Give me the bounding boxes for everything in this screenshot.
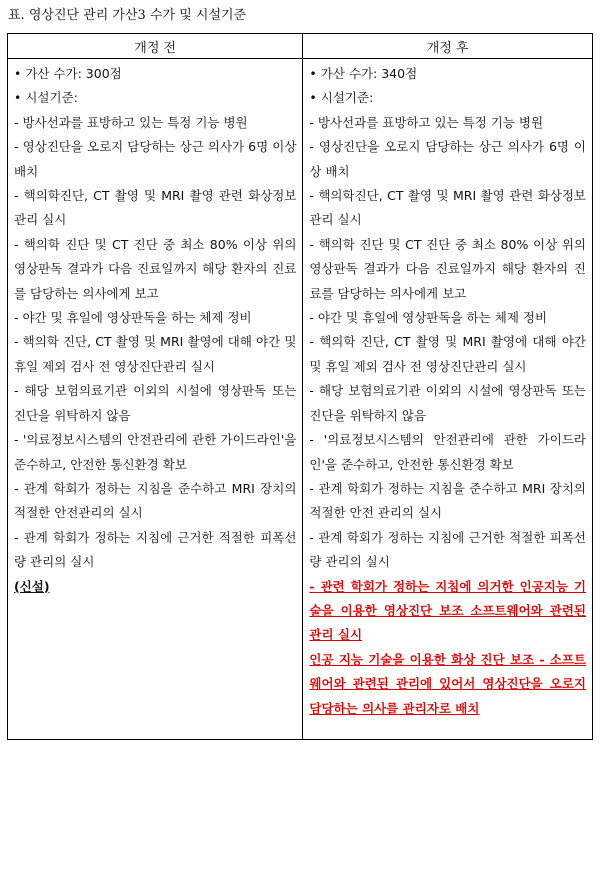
- after-new-item: - 관련 학회가 정하는 지침에 의거한 인공지능 기술을 이용한 영상진단 보조 소프트웨어와 관련된 관리 실시: [309, 578, 586, 643]
- before-item: - '의료정보시스템의 안전관리에 관한 가이드라인'을 준수하고, 안전한 통신환경 확보: [14, 432, 297, 472]
- table-body-row: [8, 59, 593, 740]
- after-item: - 핵의학 진단, CT 촬영 및 MRI 촬영에 대해 야간 및 휴일 제외 검사 전 영상진단관리 실시: [309, 334, 586, 374]
- after-item: - 영상진단을 오로지 담당하는 상근 의사가 6명 이상 배치: [309, 139, 586, 179]
- after-item: - '의료정보시스템의 안전관리에 관한 가이드라인'을 준수하고, 안전한 통신환경 확보: [309, 432, 586, 472]
- after-item: - 핵의학진단, CT 촬영 및 MRI 촬영 관련 화상정보 관리 실시: [309, 188, 586, 228]
- after-item: - 핵의학 진단 및 CT 진단 중 최소 80% 이상 위의 영상판독 결과가 다음 진료일까지 해당 환자의 진료를 담당하는 의사에게 보고: [309, 236, 586, 301]
- comparison-table: [7, 33, 593, 740]
- before-item: - 핵의학진단, CT 촬영 및 MRI 촬영 관련 화상정보 관리 실시: [14, 188, 297, 228]
- before-item: - 방사선과를 표방하고 있는 특정 기능 병원: [14, 114, 248, 130]
- before-item: - 관계 학회가 정하는 지침에 근거한 적절한 피폭선량 관리의 실시: [14, 529, 297, 570]
- before-cell: [8, 59, 303, 740]
- after-cell: [303, 59, 593, 740]
- after-new-item: 인공 지능 기술을 이용한 화상 진단 보조 - 소프트웨어와 관련된 관리에 있어서 영상진단을 오로지 담당하는 의사를 관리자로 배치: [309, 651, 586, 716]
- header-after: 개정 후: [303, 34, 593, 59]
- after-item: - 해당 보험의료기관 이외의 시설에 영상판독 또는 진단을 위탁하지 않음: [309, 383, 586, 423]
- header-before: 개정 전: [8, 34, 303, 59]
- before-fee: • 가산 수가: 300점: [14, 66, 122, 81]
- after-item: - 방사선과를 표방하고 있는 특정 기능 병원: [309, 114, 544, 130]
- table-caption: 표. 영상진단 관리 가산3 수가 및 시설기준: [8, 8, 247, 23]
- after-item: - 관계 학회가 정하는 지침을 준수하고 MRI 장치의 적절한 안전 관리의 실시: [309, 480, 586, 521]
- before-item: - 야간 및 휴일에 영상판독을 하는 체제 정비: [14, 310, 252, 326]
- before-item: - 해당 보험의료기관 이외의 시설에 영상판독 또는 진단을 위탁하지 않음: [14, 383, 297, 423]
- before-criteria-title: • 시설기준:: [14, 90, 78, 106]
- after-item: - 관계 학회가 정하는 지침에 근거한 적절한 피폭선량 관리의 실시: [309, 529, 586, 570]
- table-header-row: [8, 34, 593, 59]
- before-item: - 관계 학회가 정하는 지침을 준수하고 MRI 장치의 적절한 안전관리의 실시: [14, 480, 297, 521]
- after-fee: • 가산 수가: 340점: [309, 66, 418, 81]
- before-item: - 영상진단을 오로지 담당하는 상근 의사가 6명 이상 배치: [14, 139, 297, 179]
- after-item: - 야간 및 휴일에 영상판독을 하는 체제 정비: [309, 310, 548, 326]
- before-item: - 핵의학 진단 및 CT 진단 중 최소 80% 이상 위의 영상판독 결과가 다음 진료일까지 해당 환자의 진료를 담당하는 의사에게 보고: [14, 236, 297, 301]
- after-criteria-title: • 시설기준:: [309, 90, 374, 106]
- before-item: - 핵의학 진단, CT 촬영 및 MRI 촬영에 대해 야간 및 휴일 제외 검사 전 영상진단관리 실시: [14, 334, 297, 374]
- new-provision-tag: (신설): [14, 578, 50, 594]
